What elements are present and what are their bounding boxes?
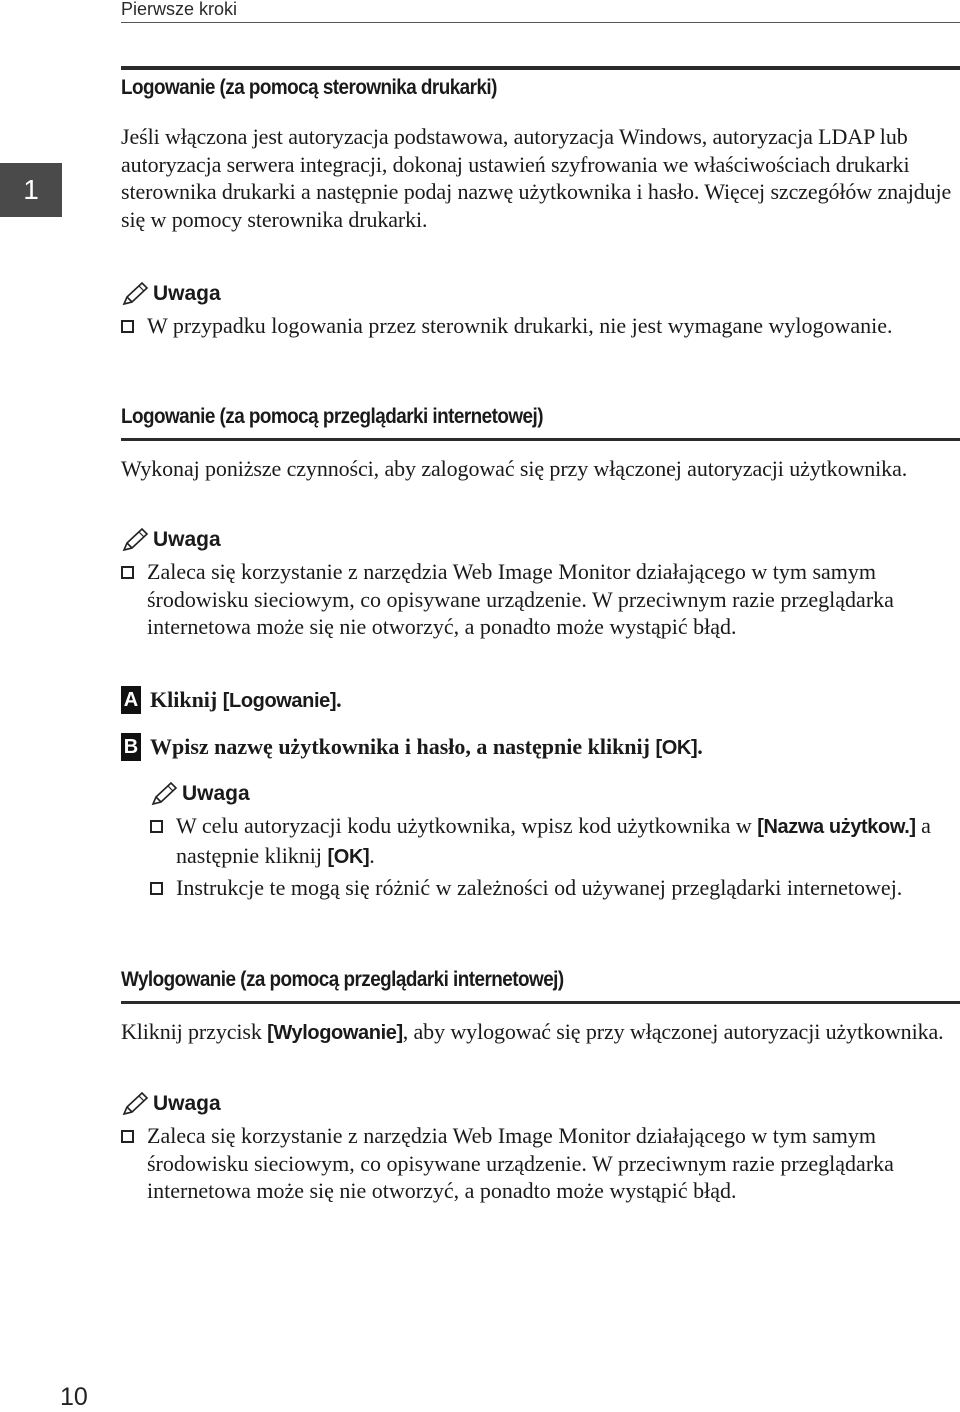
chapter-tab: 1 bbox=[0, 163, 62, 217]
checkbox-bullet-icon bbox=[121, 320, 134, 333]
note-item bbox=[121, 558, 941, 641]
step-1 bbox=[121, 686, 342, 714]
running-header: Pierwsze kroki bbox=[121, 0, 238, 19]
note-item-text: Instrukcje te mogą się różnić w zależności od używanej przeglądarki internetowej. bbox=[176, 875, 903, 900]
note-item bbox=[150, 874, 930, 902]
note-title: Uwaga bbox=[153, 282, 221, 305]
key-wylogowanie-label: [Wylogowanie] bbox=[267, 1022, 403, 1044]
pencil-icon bbox=[121, 527, 151, 553]
step-text: Wpisz nazwę użytkownika i hasło, a następnie kliknij [OK]. bbox=[150, 734, 703, 759]
checkbox-bullet-icon bbox=[121, 1130, 134, 1143]
section-divider bbox=[121, 438, 960, 441]
checkbox-bullet-icon bbox=[150, 882, 163, 895]
note-item-text: Zaleca się korzystanie z narzędzia Web Image Monitor działającego w tym samym środowisku sieciowym, co opisywane urządzenie. W przeciwnym razie przeglądarka internetowa może się nie otworzyć, a ponadto może wystąpić błąd. bbox=[147, 559, 894, 639]
note-item-text: W celu autoryzacji kodu użytkownika, wpisz kod użytkownika w [Nazwa użytkow.] a następnie kliknij [OK]. bbox=[176, 813, 931, 868]
note-heading bbox=[150, 781, 250, 807]
pencil-icon bbox=[121, 281, 151, 307]
page-number: 10 bbox=[60, 1383, 88, 1411]
key-ok-label: [OK] bbox=[327, 845, 370, 868]
key-ok-label: [OK] bbox=[655, 737, 698, 759]
note-item bbox=[121, 312, 921, 340]
header-divider bbox=[121, 22, 960, 23]
section-heading-browser-logout: Wylogowanie (za pomocą przeglądarki internetowej) bbox=[121, 968, 564, 991]
note-heading bbox=[121, 527, 221, 553]
key-nazwa-uzytkow-label: [Nazwa użytkow.] bbox=[757, 816, 916, 838]
section-divider bbox=[121, 1001, 960, 1004]
key-logowanie-label: [Logowanie] bbox=[222, 690, 337, 712]
step-number-badge: A bbox=[121, 686, 141, 714]
section-heading-printer-driver-login: Logowanie (za pomocą sterownika drukarki) bbox=[121, 76, 497, 99]
note-item bbox=[150, 812, 955, 871]
note-item bbox=[121, 1122, 941, 1205]
note-heading bbox=[121, 1091, 221, 1117]
section-heading-browser-login: Logowanie (za pomocą przeglądarki internetowej) bbox=[121, 405, 544, 428]
step-text: Kliknij [Logowanie]. bbox=[150, 687, 342, 712]
note-heading bbox=[121, 281, 221, 307]
step-number-badge: B bbox=[121, 733, 141, 761]
section-body: Jeśli włączona jest autoryzacja podstawowa, autoryzacja Windows, autoryzacja LDAP lub autoryzacja serwera integracji, dokonaj ustawień szyfrowania we właściwościach drukarki sterownika drukarki a następnie podaj nazwę użytkownika i hasło. Więcej szczegółów znajduje się w pomocy sterownika drukarki. bbox=[121, 124, 952, 232]
pencil-icon bbox=[150, 781, 180, 807]
step-2 bbox=[121, 733, 703, 761]
note-title: Uwaga bbox=[153, 1092, 221, 1115]
section-body: Kliknij przycisk [Wylogowanie], aby wylogować się przy włączonej autoryzacji użytkownika. bbox=[121, 1019, 944, 1044]
section-body: Wykonaj poniższe czynności, aby zalogować się przy włączonej autoryzacji użytkownika. bbox=[121, 456, 908, 481]
section-divider bbox=[121, 66, 960, 70]
pencil-icon bbox=[121, 1091, 151, 1117]
note-item-text: Zaleca się korzystanie z narzędzia Web Image Monitor działającego w tym samym środowisku sieciowym, co opisywane urządzenie. W przeciwnym razie przeglądarka internetowa może się nie otworzyć, a ponadto może wystąpić błąd. bbox=[147, 1123, 894, 1203]
checkbox-bullet-icon bbox=[121, 566, 134, 579]
note-title: Uwaga bbox=[153, 528, 221, 551]
note-title: Uwaga bbox=[182, 782, 250, 805]
note-item-text: W przypadku logowania przez sterownik drukarki, nie jest wymagane wylogowanie. bbox=[147, 313, 893, 338]
checkbox-bullet-icon bbox=[150, 820, 163, 833]
